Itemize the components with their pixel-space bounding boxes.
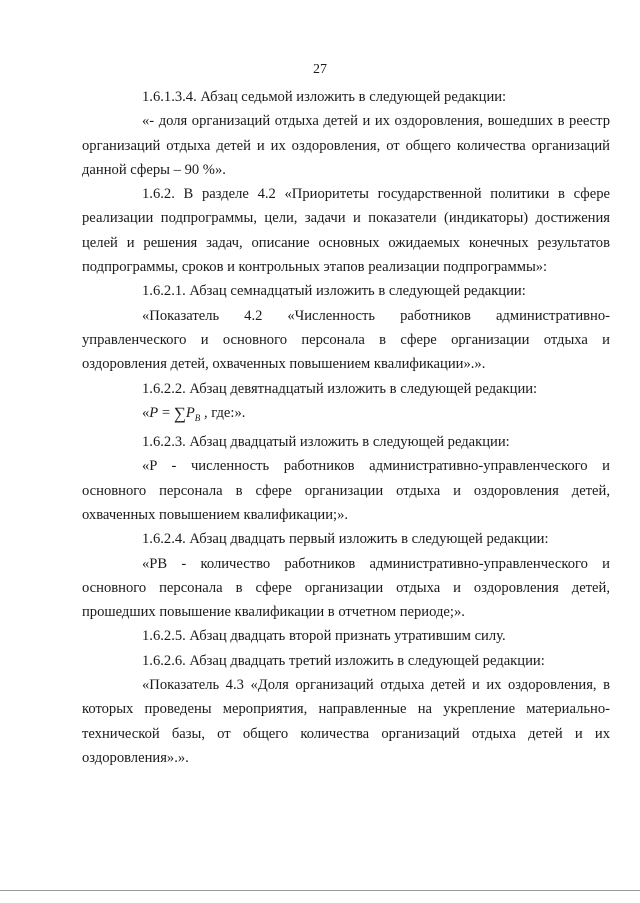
paragraph-1-6-2-3: 1.6.2.3. Абзац двадцатый изложить в следующей редакции: (142, 434, 510, 451)
formula-lhs: P (149, 404, 159, 421)
paragraph-indicator-4-3: «Показатель 4.3 «Доля организаций отдыха детей и их оздоровления, в которых проведены мероприятия, направленные на укрепление материально-технической базы, от общего количества организаций отдыха детей и их оздоровления».». (82, 677, 610, 766)
paragraph-1-6-2-1: 1.6.2.1. Абзац семнадцатый изложить в следующей редакции: (142, 283, 526, 300)
paragraph-indicator-4-2: «Показатель 4.2 «Численность работников административно-управленческого и основного персонала в сфере организации отдыха и оздоровления детей, охваченных повышением квалификации».». (82, 307, 610, 373)
paragraph-1-6-1-3-4: 1.6.1.3.4. Абзац седьмой изложить в следующей редакции: (142, 89, 507, 105)
paragraph-definition-pb: «PB - количество работников административно-управленческого и основного персонала в сфере организации отдыха и оздоровления детей, прошедших повышение квалификации в отчетном периоде;». (82, 555, 610, 621)
paragraph-1-6-2-6: 1.6.2.6. Абзац двадцать третий изложить в следующей редакции: (142, 652, 545, 669)
document-body (82, 85, 610, 770)
formula-tail: , где:». (200, 404, 246, 421)
formula-open-quote: « (142, 404, 150, 421)
formula-subscript: B (194, 412, 201, 423)
formula-var: P (185, 404, 195, 421)
page-number: 27 (313, 62, 327, 77)
paragraph-1-6-2-4: 1.6.2.4. Абзац двадцать первый изложить в следующей редакции: (142, 531, 549, 548)
paragraph-1-6-2: 1.6.2. В разделе 4.2 «Приоритеты государственной политики в сфере реализации подпрограммы, цели, задачи и показатели (индикаторы) достижения целей и решения задач, описание основных ожидаемых конечных результатов подпрограммы, сроков и контрольных этапов реализации подпрограммы»: (82, 186, 610, 276)
paragraph-1-6-2-5: 1.6.2.5. Абзац двадцать второй признать утратившим силу. (142, 628, 506, 645)
paragraph-1-6-2-2: 1.6.2.2. Абзац девятнадцатый изложить в следующей редакции: (142, 380, 538, 397)
paragraph-definition-p: «P - численность работников административно-управленческого и основного персонала в сфере организации отдыха и оздоровления детей, охваченных повышением квалификации;». (82, 458, 610, 523)
formula-equals: = (158, 404, 174, 421)
bottom-divider (0, 890, 640, 891)
formula-paragraph (82, 401, 610, 430)
sum-symbol: ∑ (173, 403, 186, 423)
paragraph-quote-share: «- доля организаций отдыха детей и их оздоровления, вошедших в реестр организаций отдыха детей и их оздоровления, от общего количества организаций данной сферы – 90 %». (82, 113, 610, 178)
